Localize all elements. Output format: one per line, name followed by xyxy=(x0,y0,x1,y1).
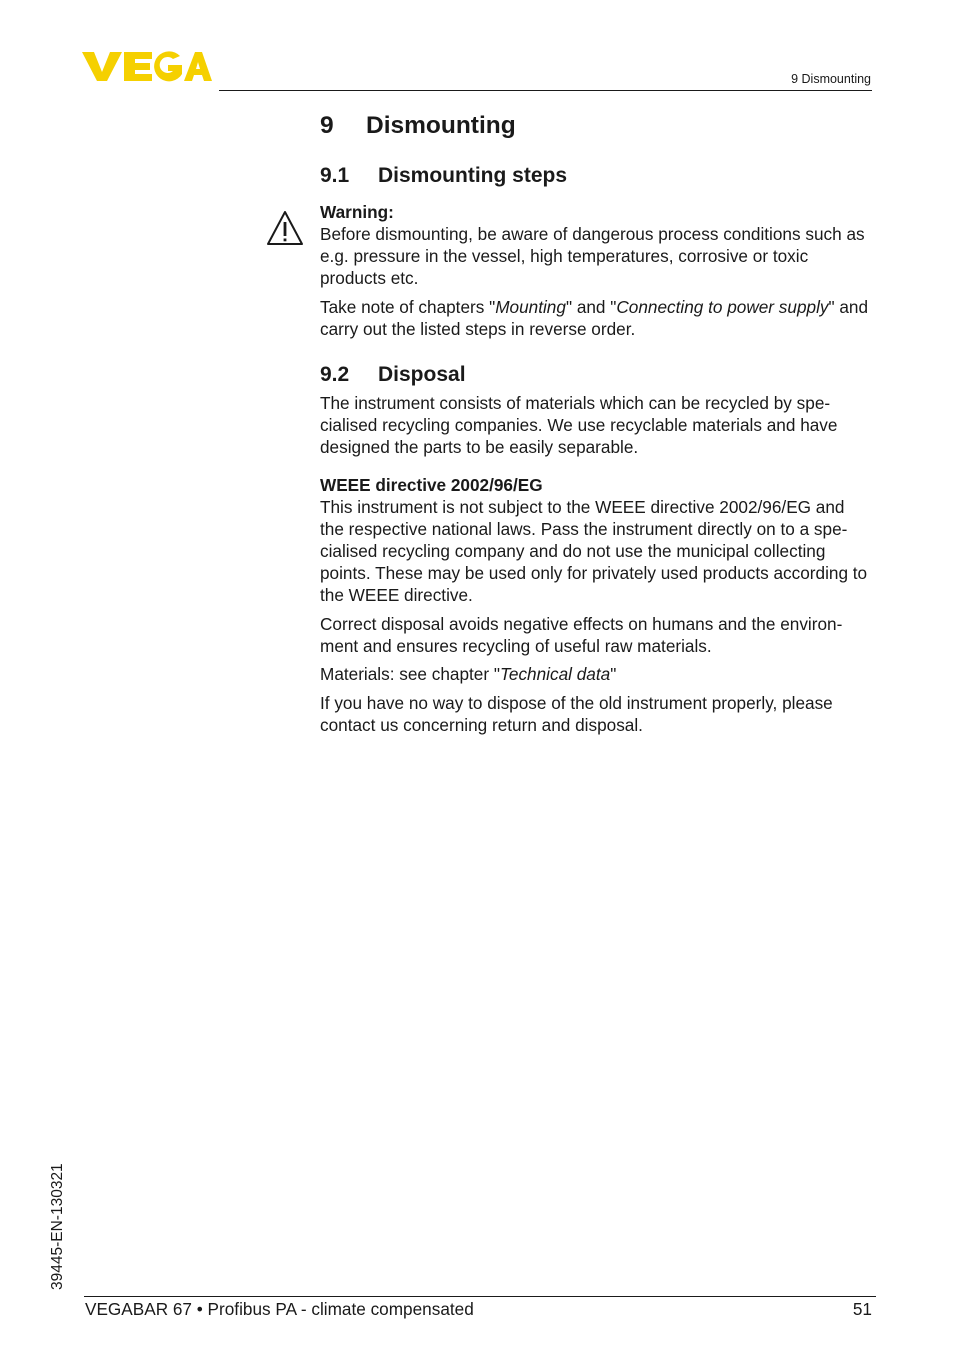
note-suffix: " and carry out the listed steps in reverse order. xyxy=(320,296,869,339)
disposal-intro: The instrument consists of materials which can be recycled by spe-cialised recycling companies. We use recyclable materials and have designed the parts to be easily separable. xyxy=(320,393,838,458)
page-number: 51 xyxy=(852,1299,872,1319)
weee-heading: WEEE directive 2002/96/EG xyxy=(320,475,543,496)
running-head: 9 Dismounting xyxy=(791,72,871,86)
footer-rule xyxy=(84,1296,876,1297)
section-heading-dismounting-steps xyxy=(320,162,872,190)
weee-text: This instrument is not subject to the WEEE directive 2002/96/EG and the respective national laws. Pass the instrument directly on to a spe-cialised recycling company and do not use the municipal collecting points. These may be used only for privately used products according to the WEEE directive. xyxy=(320,497,868,605)
chapter-ref-technical-data: Technical data xyxy=(499,664,611,685)
section-title: Dismounting steps xyxy=(378,164,568,187)
main-content xyxy=(320,110,872,737)
section-number: 9.1 xyxy=(320,164,350,187)
document-id: 39445-EN-130321 xyxy=(49,1163,66,1290)
note-mid: " and " xyxy=(565,296,617,317)
section-heading-disposal xyxy=(320,361,872,389)
warning-triangle-icon xyxy=(266,210,304,246)
materials-paragraph xyxy=(320,664,872,686)
header-rule xyxy=(219,90,872,91)
chapter-number: 9 xyxy=(320,112,334,139)
footer-product: VEGABAR 67 • Profibus PA - climate compensated xyxy=(85,1299,474,1319)
note-paragraph xyxy=(320,297,872,341)
note-prefix: Take note of chapters " xyxy=(320,296,496,317)
chapter-ref-mounting: Mounting xyxy=(495,296,566,317)
warning-text: Before dismounting, be aware of dangerous process conditions such as e.g. pressure in the vessel, high temperatures, corrosive or toxic products etc. xyxy=(320,223,865,288)
chapter-ref-power-supply: Connecting to power supply xyxy=(616,296,829,317)
section-number: 9.2 xyxy=(320,363,350,387)
vega-logo xyxy=(80,48,212,84)
materials-prefix: Materials: see chapter " xyxy=(320,664,500,685)
chapter-title: Dismounting xyxy=(366,112,516,139)
materials-suffix: " xyxy=(610,664,617,685)
contact-text: If you have no way to dispose of the old instrument properly, please contact us concerning return and disposal. xyxy=(320,693,833,736)
warning-label: Warning: xyxy=(320,202,394,222)
section-title: Disposal xyxy=(378,363,466,387)
chapter-heading xyxy=(320,110,872,142)
correct-disposal-text: Correct disposal avoids negative effects on humans and the environ-ment and ensures recycling of useful raw materials. xyxy=(320,613,843,656)
